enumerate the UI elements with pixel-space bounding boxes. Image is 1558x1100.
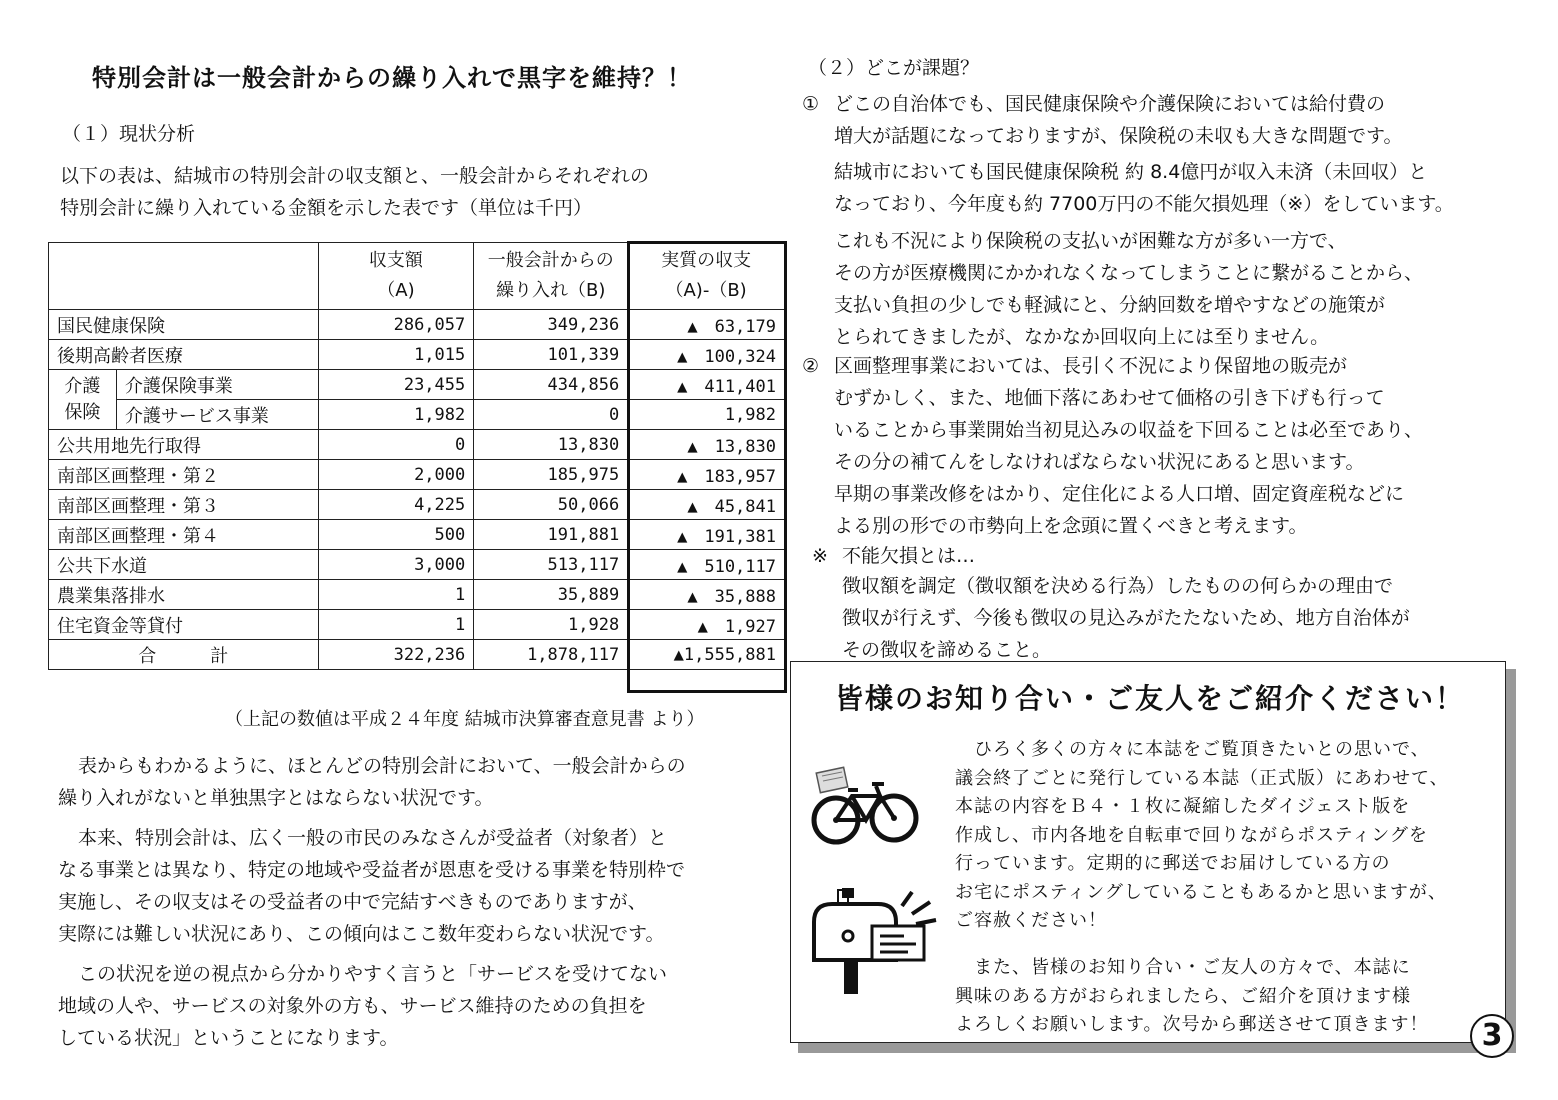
header-balance: 収支額 （A) — [318, 243, 474, 310]
cell-b: 0 — [474, 400, 628, 430]
source-note: （上記の数値は平成２４年度 結城市決算審査意見書 より） — [225, 709, 705, 730]
cell-a: 4,225 — [318, 490, 474, 520]
row-label: 農業集落排水 — [49, 580, 319, 610]
cell-c: ▲ 183,957 — [628, 460, 785, 490]
paragraph-1: 表からもわかるように、ほとんどの特別会計において、一般会計からの 繰り入れがないと単独黒字とはならない状況です。 — [58, 755, 686, 809]
paragraph-3: この状況を逆の視点から分かりやすく言うと「サービスを受けてない 地域の人や、サービスの対象外の方も、サービス維持のための負担を している状況」ということになります。 — [58, 963, 668, 1049]
cell-b: 513,117 — [474, 550, 628, 580]
row-label: 介護保険事業 — [116, 370, 318, 400]
row-label: 介護サービス事業 — [116, 400, 318, 430]
header-real-balance: 実質の収支 （A)-（B) — [628, 243, 785, 310]
total-label: 合 計 — [49, 640, 319, 670]
page-title: 特別会計は一般会計からの繰り入れで黒字を維持？！ — [92, 64, 692, 92]
cell-b: 13,830 — [474, 430, 628, 460]
page-number: 3 — [1470, 1014, 1514, 1058]
cell-c: ▲ 13,830 — [628, 430, 785, 460]
cell-a: 1,015 — [318, 340, 474, 370]
cell-c: ▲ 1,927 — [628, 610, 785, 640]
bicycle-icon — [808, 762, 920, 850]
box-paragraph-2: また、皆様のお知り合い・ご友人の方々で、本誌に 興味のある方がおられましたら、ご紹介を頂けます様 よろしくお願いします。次号から郵送させて頂きます！ — [955, 957, 1429, 1035]
item-2-text: 区画整理事業においては、長引く不況により保留地の販売が むずかしく、また、地価下落にあわせて価格の引き下げも行って いることから事業開始当初見込みの収益を下回ることは必至であり、 その分の補てんをしなければならない状況にあると思います。 早期の事業改修をはかり、定住化による人口増、固定資産税などに よる別の形での市勢向上を念頭に置くべきと考えます。 — [834, 355, 1424, 537]
table-row — [49, 370, 785, 400]
cell-a: 2,000 — [318, 460, 474, 490]
item-1-detail: 結城市においても国民健康保険税 約 8.4億円が収入未済（未回収）と なっており、今年度も約 7700万円の不能欠損処理（※）をしています。 — [834, 161, 1454, 215]
table-row — [49, 490, 785, 520]
section-heading-2: （２）どこが課題？ — [808, 57, 980, 79]
item-2-number: ② — [802, 355, 820, 377]
cell-b: 185,975 — [474, 460, 628, 490]
table-row — [49, 400, 785, 430]
cell-c: ▲ 191,381 — [628, 520, 785, 550]
cell-c: ▲ 63,179 — [628, 310, 785, 340]
paragraph-2: 本来、特別会計は、広く一般の市民のみなさんが受益者（対象者）と なる事業とは異なり、特定の地域や受益者が恩恵を受ける事業を特別枠で 実施し、その収支はその受益者の中で完結すべきものでありますが、 実際には難しい状況にあり、この傾向はここ数年変わらない状況です。 — [58, 827, 686, 945]
row-label: 公共下水道 — [49, 550, 319, 580]
cell-a: 3,000 — [318, 550, 474, 580]
cell-c: ▲ 100,324 — [628, 340, 785, 370]
table-row — [49, 310, 785, 340]
note-text: 徴収額を調定（徴収額を決める行為）したものの何らかの理由で 徴収が行えず、今後も徴収の見込みがたたないため、地方自治体が その徴収を諦めること。 — [842, 575, 1410, 661]
table-row — [49, 340, 785, 370]
note-title: 不能欠損とは… — [842, 545, 976, 567]
section-heading-1: （１）現状分析 — [62, 123, 196, 145]
row-label: 後期高齢者医療 — [49, 340, 319, 370]
kaigo-group-label: 介護 保険 — [49, 370, 117, 430]
row-label: 国民健康保険 — [49, 310, 319, 340]
intro-text: 以下の表は、結城市の特別会計の収支額と、一般会計からそれぞれの 特別会計に繰り入れている金額を示した表です（単位は千円） — [60, 165, 650, 219]
cell-b: 349,236 — [474, 310, 628, 340]
cell-c: ▲ 411,401 — [628, 370, 785, 400]
cell-b: 434,856 — [474, 370, 628, 400]
mailbox-icon — [808, 886, 948, 998]
cell-c: ▲ 510,117 — [628, 550, 785, 580]
table-row — [49, 610, 785, 640]
table-header-empty — [49, 243, 319, 310]
cell-b: 1,928 — [474, 610, 628, 640]
row-label: 住宅資金等貸付 — [49, 610, 319, 640]
table-row — [49, 460, 785, 490]
note-mark: ※ — [812, 545, 828, 567]
cell-a: 500 — [318, 520, 474, 550]
cell-b: 50,066 — [474, 490, 628, 520]
table-row — [49, 580, 785, 610]
row-label: 南部区画整理・第４ — [49, 520, 319, 550]
table-header-row — [49, 243, 785, 310]
item-1-text: どこの自治体でも、国民健康保険や介護保険においては給付費の 増大が話題になっておりますが、保険税の未収も大きな問題です。 — [834, 93, 1403, 147]
special-account-table — [48, 242, 785, 670]
cell-b: 191,881 — [474, 520, 628, 550]
table-row — [49, 550, 785, 580]
cell-c: ▲ 35,888 — [628, 580, 785, 610]
row-label: 南部区画整理・第３ — [49, 490, 319, 520]
cell-a: 1 — [318, 610, 474, 640]
table-row — [49, 520, 785, 550]
header-transfer: 一般会計からの 繰り入れ（B) — [474, 243, 628, 310]
cell-c: 1,982 — [628, 400, 785, 430]
row-label: 公共用地先行取得 — [49, 430, 319, 460]
cell-a: 23,455 — [318, 370, 474, 400]
table-total-row — [49, 640, 785, 670]
item-1-number: ① — [802, 93, 820, 115]
box-title: 皆様のお知り合い・ご友人をご紹介ください！ — [835, 682, 1466, 715]
cell-b: 1,878,117 — [474, 640, 628, 670]
cell-a: 0 — [318, 430, 474, 460]
row-label: 南部区画整理・第２ — [49, 460, 319, 490]
cell-c: ▲1,555,881 — [628, 640, 785, 670]
table-row — [49, 430, 785, 460]
cell-c: ▲ 45,841 — [628, 490, 785, 520]
cell-a: 286,057 — [318, 310, 474, 340]
cell-b: 101,339 — [474, 340, 628, 370]
item-1-explanation: これも不況により保険税の支払いが困難な方が多い一方で、 その方が医療機関にかかれなくなってしまうことに繋がることから、 支払い負担の少しでも軽減にと、分納回数を増やすなどの施策が とられてきましたが、なかなか回収向上には至りません。 — [834, 230, 1424, 348]
box-paragraph-1: ひろく多くの方々に本誌をご覧頂きたいとの思いで、 議会終了ごとに発行している本誌（正式版）にあわせて、 本誌の内容をＢ４・１枚に凝縮したダイジェスト版を 作成し、市内各地を自転車で回りながらポスティングを 行っています。定期的に郵送でお届けしている方の お宅にポスティングしていることもあるかと思いますが、 ご容赦ください！ — [955, 739, 1449, 931]
cell-a: 1,982 — [318, 400, 474, 430]
cell-b: 35,889 — [474, 580, 628, 610]
cell-a: 322,236 — [318, 640, 474, 670]
cell-a: 1 — [318, 580, 474, 610]
